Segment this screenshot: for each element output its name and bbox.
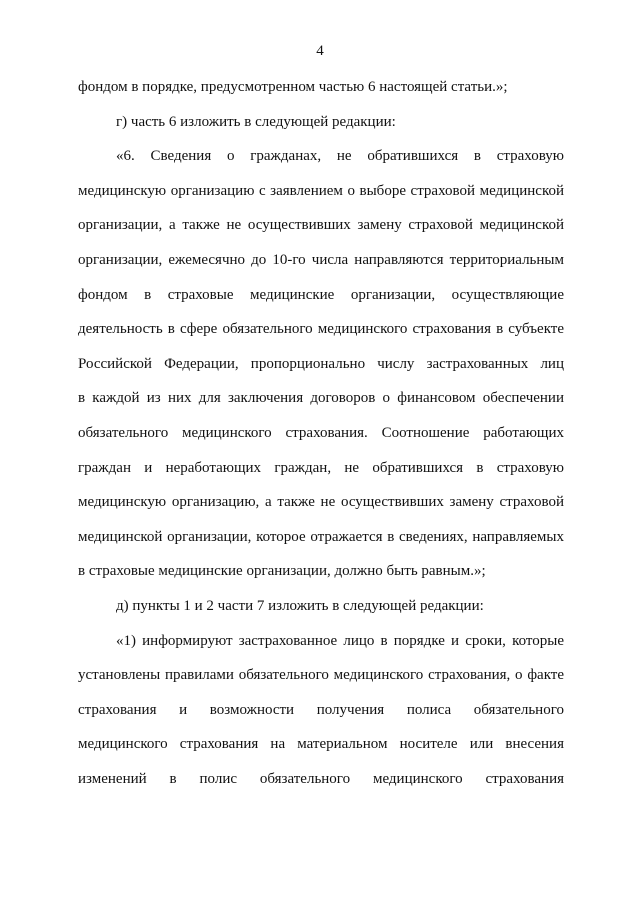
text-line: изменений в полис обязательного медицинского страхования xyxy=(78,770,564,787)
text-line: страхования и возможности получения полиса обязательного xyxy=(78,701,564,718)
text-line: граждан и неработающих граждан, не обратившихся в страховую xyxy=(78,459,564,476)
text-line: в каждой из них для заключения договоров о финансовом обеспечении xyxy=(78,390,564,407)
text-line: деятельность в сфере обязательного медицинского страхования в субъекте xyxy=(78,321,564,338)
text-line: медицинского страхования на материальном носителе или внесения xyxy=(78,736,564,753)
text-line: организации, а также не осуществивших замену страховой медицинской xyxy=(78,217,564,234)
text-line: «1) информируют застрахованное лицо в порядке и сроки, которые xyxy=(116,632,564,649)
text-line: фондом в страховые медицинские организации, осуществляющие xyxy=(78,286,564,303)
text-line: Российской Федерации, пропорционально числу застрахованных лиц xyxy=(78,355,564,372)
text-line: медицинскую организацию, а также не осуществивших замену страховой xyxy=(78,494,564,511)
text-line: фондом в порядке, предусмотренном частью 6 настоящей статьи.»; xyxy=(78,79,508,95)
text-line: обязательного медицинского страхования. Соотношение работающих xyxy=(78,424,564,441)
text-line: «6. Сведения о гражданах, не обратившихся в страховую xyxy=(116,148,564,165)
text-line: организации, ежемесячно до 10-го числа направляются территориальным xyxy=(78,251,564,268)
text-line: в страховые медицинские организации, должно быть равным.»; xyxy=(78,563,486,580)
text-line: установлены правилами обязательного медицинского страхования, о факте xyxy=(78,667,564,684)
text-line: д) пункты 1 и 2 части 7 изложить в следующей редакции: xyxy=(116,597,484,614)
page-number: 4 xyxy=(316,43,324,59)
text-line: г) часть 6 изложить в следующей редакции: xyxy=(116,113,396,130)
text-line: медицинскую организацию с заявлением о выборе страховой медицинской xyxy=(78,182,564,199)
text-line: медицинской организации, которое отражается в сведениях, направляемых xyxy=(78,528,564,545)
document-body xyxy=(78,77,564,803)
